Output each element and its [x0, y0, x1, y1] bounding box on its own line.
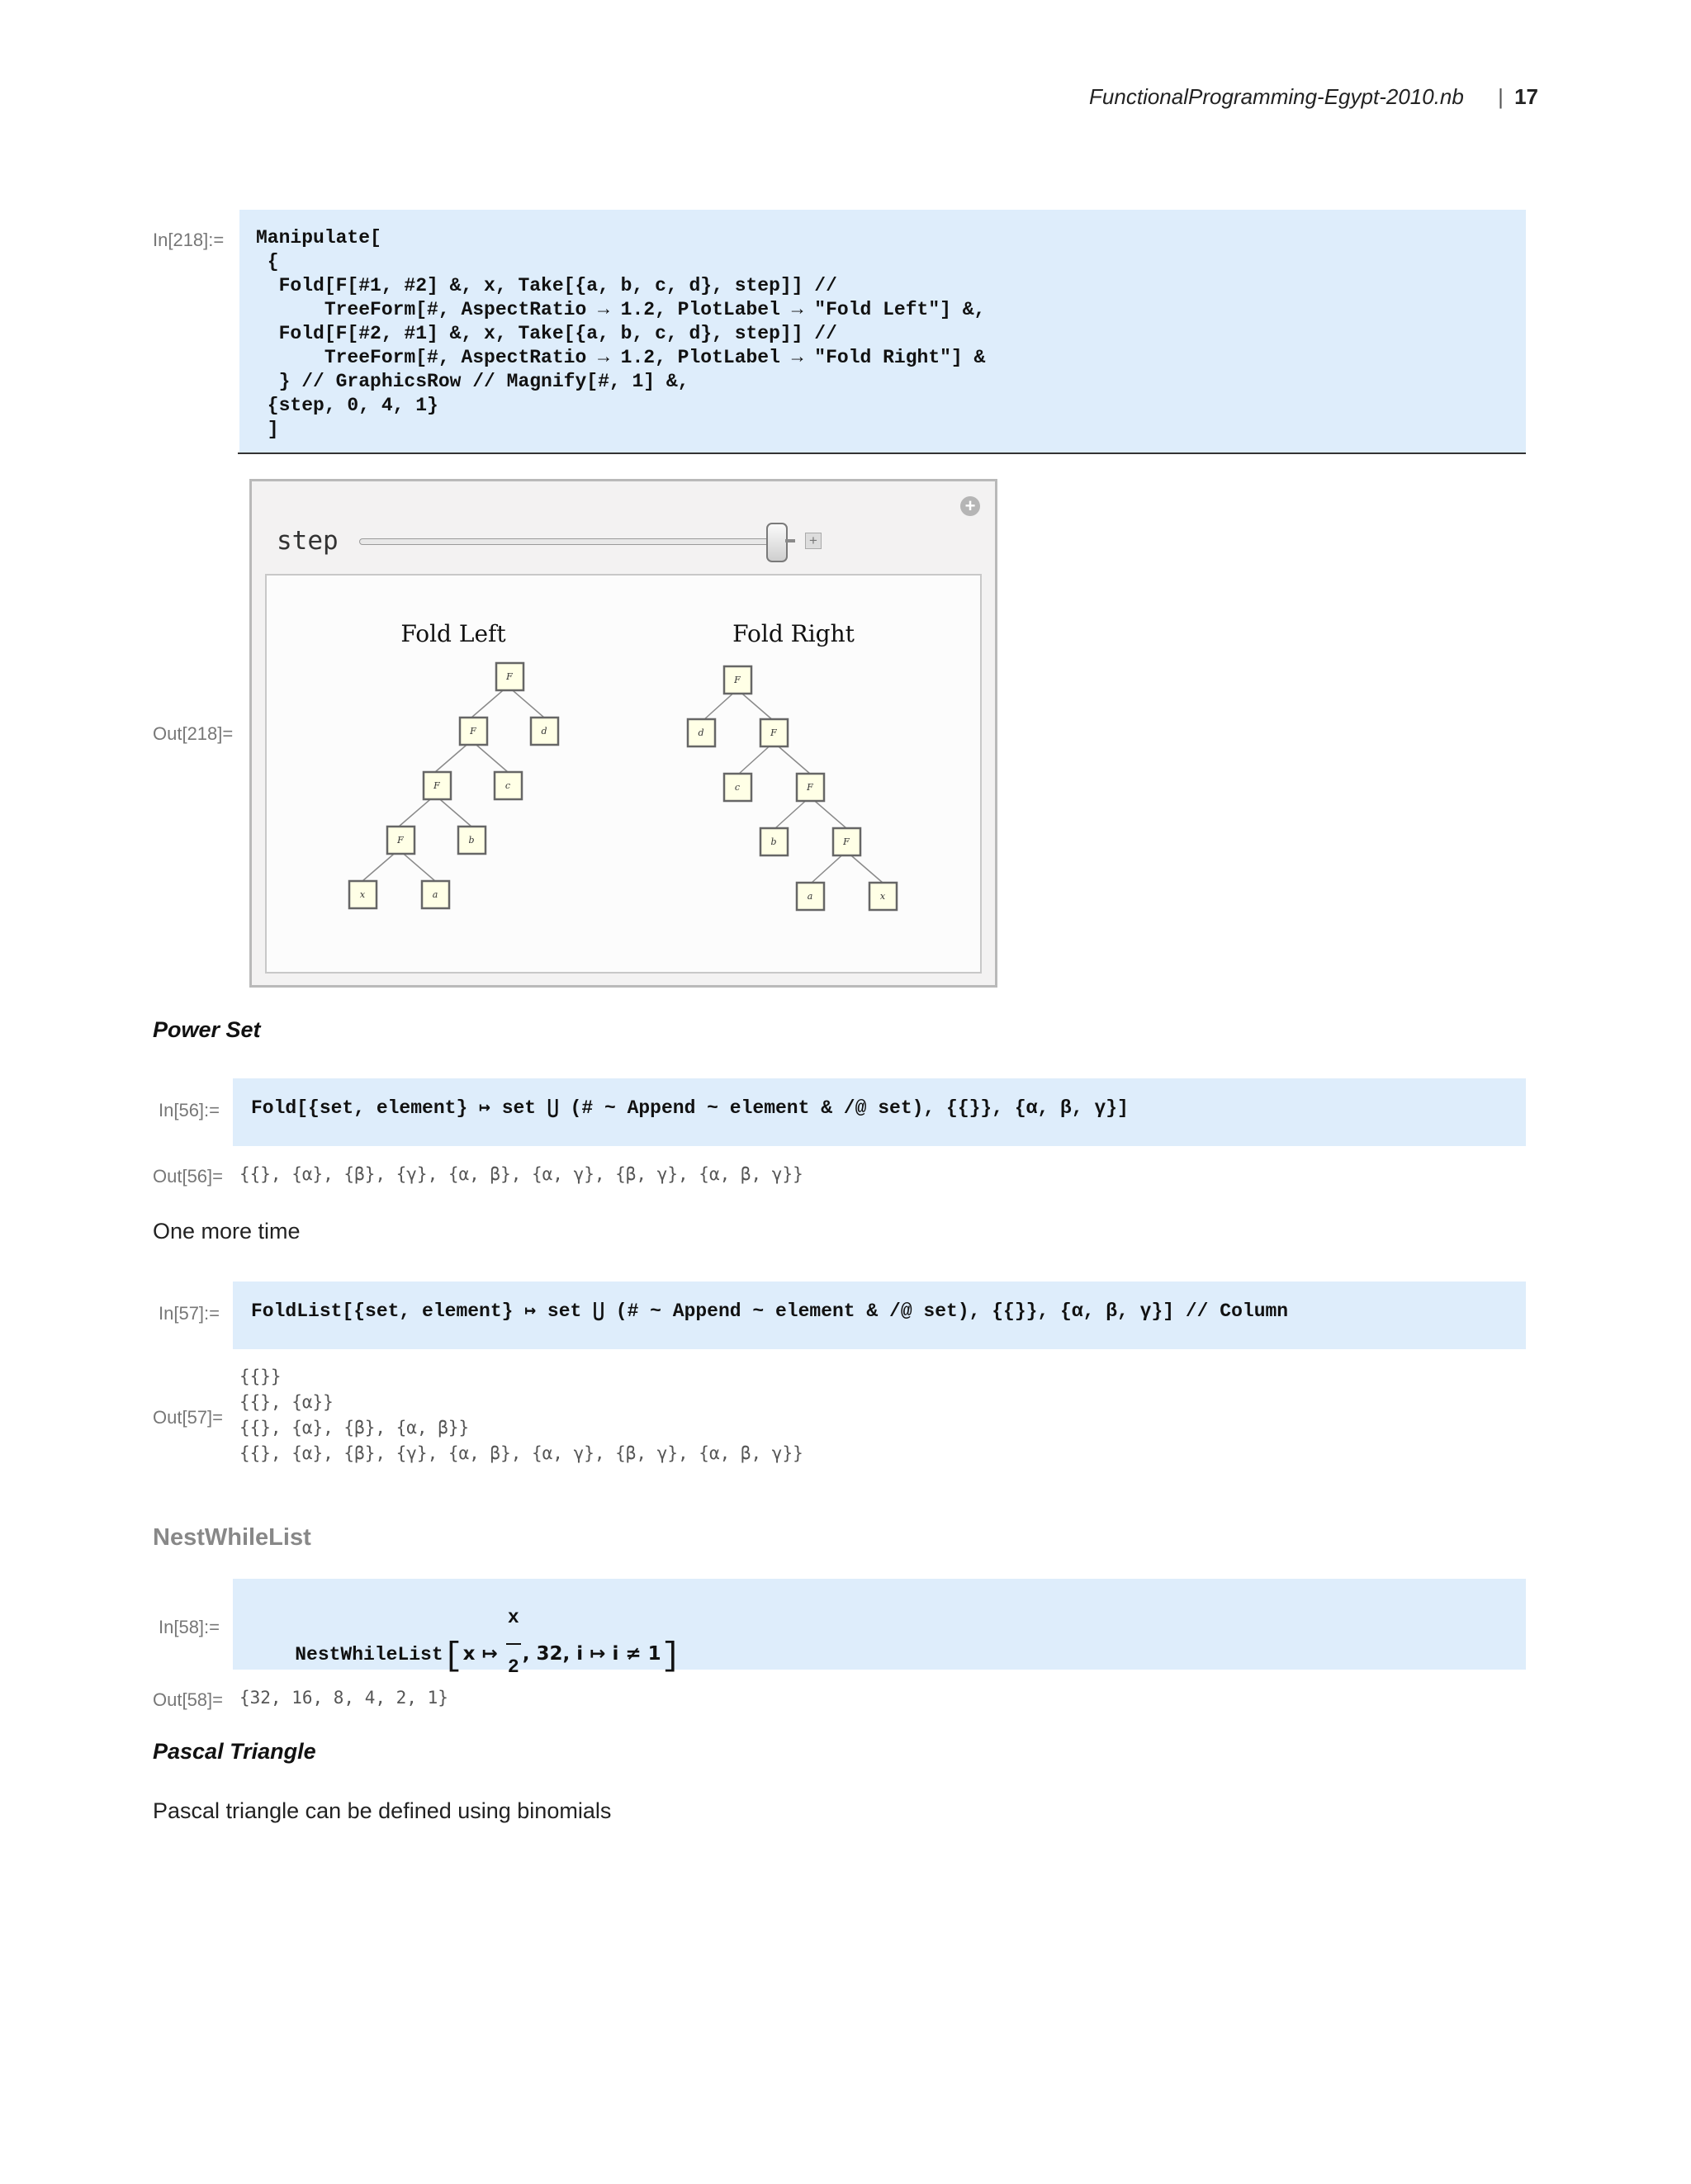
- fold-left-title: Fold Left: [400, 620, 506, 647]
- fraction-denominator: 2: [507, 1656, 519, 1678]
- fraction-numerator: x: [507, 1607, 519, 1628]
- out-label-57: Out[57]=: [153, 1407, 224, 1428]
- code-58-tail: , 32, i ↦ i ≠ 1: [522, 1643, 661, 1665]
- fold-right-title: Fold Right: [732, 620, 855, 647]
- in-label-218: In[218]:=: [153, 230, 225, 250]
- fold-right-node-f2: [760, 719, 788, 746]
- fold-left-node-x: [349, 881, 377, 908]
- graphics-row: [265, 574, 982, 974]
- fold-right-node-c: [724, 774, 751, 801]
- tree-node-label: b: [770, 836, 777, 847]
- nestwhilelist-heading: NestWhileList: [153, 1524, 311, 1551]
- out-label-58: Out[58]=: [153, 1689, 224, 1710]
- fraction-bar: [506, 1643, 521, 1645]
- in-label-56: In[56]:=: [159, 1100, 220, 1120]
- tree-node-label: x: [879, 891, 886, 902]
- input-cell-56[interactable]: [233, 1078, 1526, 1146]
- one-more-text: One more time: [153, 1219, 301, 1244]
- fraction: [504, 1607, 523, 1678]
- output-57-line: {{}, {α}, {β}, {γ}, {α, β}, {α, γ}, {β, γ}, {α, β, γ}}: [239, 1443, 803, 1463]
- code-218: Manipulate[ { Fold[F[#1, #2] &, x, Take[{a, b, c, d}, step]] // TreeForm[#, AspectRatio → 1.2, PlotLabel → "Fold Left"] &, Fold[F[#2, #1] &, x, Take[{a, b, c, d}, step]] // TreeForm[#, AspectRatio → 1.2, PlotLabel → "Fold Right"] & } // GraphicsRow // Magnify[#, 1] &, {step, 0, 4, 1} ]: [256, 227, 986, 440]
- fold-left-node-b: [458, 827, 486, 854]
- code-58: [249, 1607, 681, 1692]
- out-label-56: Out[56]=: [153, 1166, 224, 1187]
- cell-divider: [238, 452, 1526, 454]
- fold-left-node-f2: [460, 718, 487, 745]
- step-slider-thumb[interactable]: [766, 523, 788, 562]
- tree-node-label: a: [807, 891, 813, 902]
- notebook-filename: FunctionalProgramming-Egypt-2010.nb: [1089, 84, 1464, 109]
- options-plus-icon[interactable]: +: [960, 496, 980, 516]
- fold-left-node-c: [495, 772, 522, 799]
- fold-left-node-f3: [424, 772, 451, 799]
- input-cell-58[interactable]: [233, 1579, 1526, 1678]
- fold-right-node-root: [724, 666, 751, 694]
- input-cell-57[interactable]: [233, 1282, 1526, 1349]
- tree-node-label: a: [432, 889, 438, 900]
- code-57: FoldList[{set, element} ↦ set ⋃ (# ~ Append ~ element & /@ set), {{}}, {α, β, γ}] // Column: [251, 1300, 1289, 1322]
- header-separator: |: [1498, 84, 1504, 109]
- tree-node-label: c: [734, 782, 741, 793]
- pascal-text: Pascal triangle can be defined using binomials: [153, 1798, 612, 1823]
- page-header: [1089, 84, 1538, 110]
- power-set-heading: Power Set: [153, 1017, 261, 1042]
- fold-right-node-x: [869, 883, 897, 910]
- fold-left-node-d: [531, 718, 558, 745]
- code-56: Fold[{set, element} ↦ set ⋃ (# ~ Append ~ element & /@ set), {{}}, {α, β, γ}]: [251, 1097, 1129, 1119]
- out-label-218: Out[218]=: [153, 723, 234, 744]
- fold-right-node-a: [797, 883, 824, 910]
- tree-node-label: x: [359, 889, 366, 900]
- close-bracket: ]: [661, 1638, 681, 1675]
- in-label-57: In[57]:=: [159, 1303, 220, 1324]
- step-control-label: step: [277, 526, 339, 556]
- tree-node-label: F: [506, 671, 513, 682]
- tree-node-label: b: [468, 835, 475, 846]
- output-57-line: {{}, {α}}: [239, 1392, 334, 1412]
- page-number: 17: [1514, 84, 1538, 109]
- fold-left-node-f4: [387, 827, 414, 854]
- tree-node-label: F: [734, 675, 741, 685]
- code-58-var: x ↦: [462, 1643, 504, 1665]
- fold-right-node-b: [760, 828, 788, 855]
- tree-graphics: [267, 576, 980, 972]
- step-slider-track[interactable]: [359, 538, 782, 545]
- tree-node-label: F: [807, 782, 813, 793]
- in-label-58: In[58]:=: [159, 1617, 220, 1637]
- output-57-column: [239, 1364, 803, 1466]
- open-bracket: [: [443, 1638, 463, 1675]
- manipulate-panel: [249, 479, 997, 988]
- tree-node-label: F: [770, 727, 777, 738]
- tree-node-label: F: [843, 836, 850, 847]
- input-cell-218[interactable]: [239, 210, 1526, 452]
- fold-left-node-a: [422, 881, 449, 908]
- fold-right-node-f4: [833, 828, 860, 855]
- slider-expand-icon[interactable]: +: [805, 533, 822, 549]
- tree-node-label: d: [698, 727, 704, 738]
- output-58: {32, 16, 8, 4, 2, 1}: [239, 1688, 448, 1708]
- tree-node-label: F: [470, 726, 476, 737]
- output-57-line: {{}, {α}, {β}, {α, β}}: [239, 1418, 470, 1438]
- tree-node-label: c: [504, 780, 511, 791]
- fold-right-node-f3: [797, 774, 824, 801]
- slider-thumb-tail: [785, 539, 795, 542]
- tree-node-label: F: [433, 780, 440, 791]
- tree-node-label: d: [541, 726, 547, 737]
- code-58-head: NestWhileList: [295, 1644, 443, 1665]
- fold-left-node-root: [496, 663, 523, 690]
- output-56: {{}, {α}, {β}, {γ}, {α, β}, {α, γ}, {β, γ}, {α, β, γ}}: [239, 1164, 803, 1184]
- fold-right-node-d: [688, 719, 715, 746]
- output-57-line: {{}}: [239, 1367, 282, 1386]
- pascal-heading: Pascal Triangle: [153, 1739, 316, 1764]
- tree-node-label: F: [397, 835, 404, 846]
